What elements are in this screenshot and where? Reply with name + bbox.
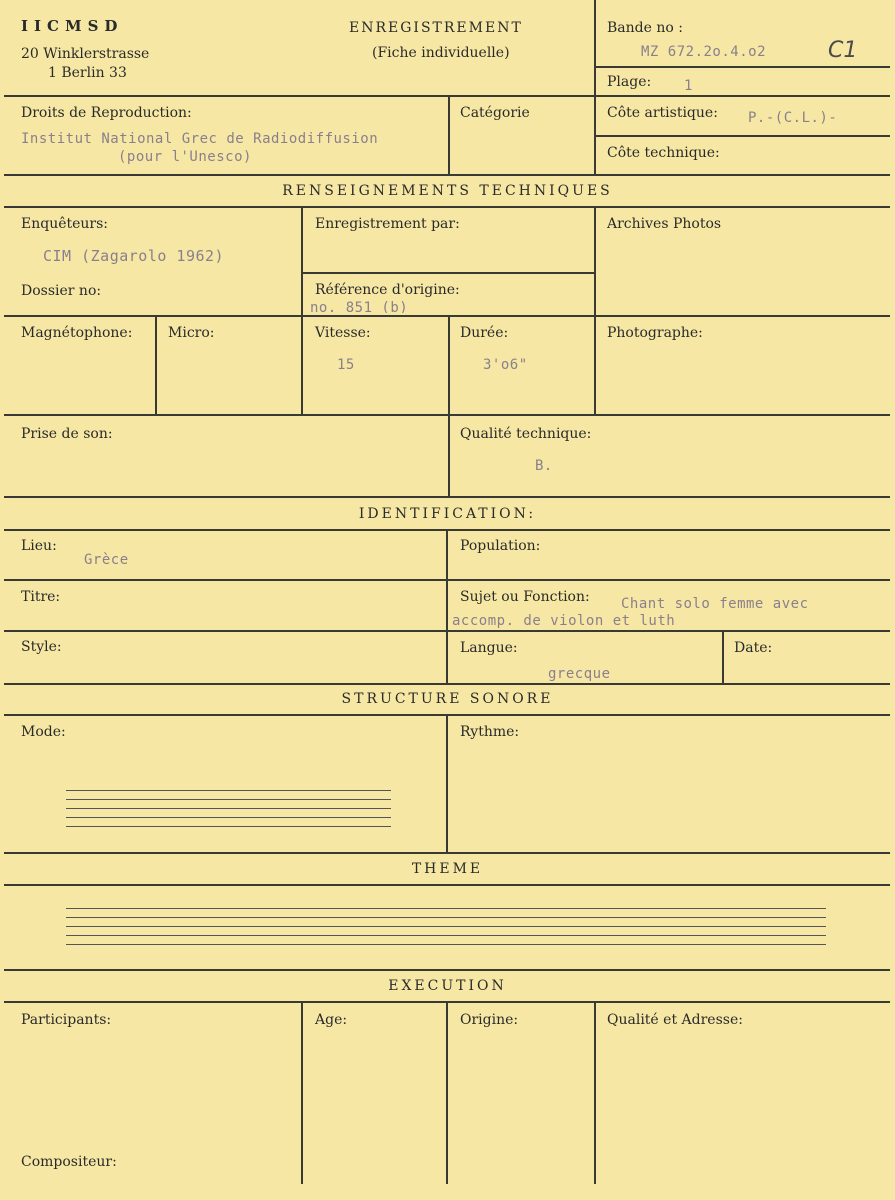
rule-v-date-left [722,630,724,683]
rule-v-header-right [594,0,596,174]
section-theme: THEME [411,861,484,877]
org-logo: IICMSD [21,17,124,35]
rule-plage-top [594,66,890,68]
prise-de-son-label: Prise de son: [21,426,113,442]
micro-label: Micro: [168,325,215,341]
rule-theme-bottom [4,969,890,971]
reference-value: no. 851 (b) [310,300,409,313]
enqueteurs-value: CIM (Zagarolo 1962) [43,247,225,265]
rule-v-ident-col [446,529,448,683]
droits-value-line2: (pour l'Unesco) [118,149,252,165]
rule-v-exec-col3 [594,1001,596,1184]
rule-tech-row1-bottom [4,315,890,317]
rule-v-exec-col1 [301,1001,303,1184]
date-label: Date: [734,640,773,656]
form-title: ENREGISTREMENT [349,20,523,36]
vitesse-value: 15 [337,357,355,373]
rule-style-bottom [4,683,890,685]
bande-handwritten-mark: C1 [828,38,858,63]
archives-photos-label: Archives Photos [607,216,722,232]
qualite-adresse-label: Qualité et Adresse: [607,1012,743,1028]
mode-music-staff [66,790,391,835]
style-label: Style: [21,639,62,655]
cote-technique-label: Côte technique: [607,145,720,161]
langue-value: grecque [548,666,611,681]
plage-label: Plage: [607,74,652,90]
langue-label: Langue: [460,640,518,656]
rule-v-tech-col1 [301,206,303,414]
age-label: Age: [315,1012,348,1028]
cote-artistique-label: Côte artistique: [607,105,718,121]
duree-value: 3'o6" [483,357,528,373]
rule-renseignements-bottom [4,206,890,208]
magnetophone-label: Magnétophone: [21,325,133,341]
form-subtitle: (Fiche individuelle) [372,45,510,61]
address-line1: 20 Winklerstrasse [21,46,150,62]
photographe-label: Photographe: [607,325,703,341]
bande-value: MZ 672.2o.4.o2 [641,44,767,60]
rule-header-bottom [4,95,890,97]
sujet-value-line2: accomp. de violon et luth [452,613,676,629]
enregistrement-par-label: Enregistrement par: [315,216,460,232]
rule-cote-mid [594,135,890,137]
address-line2: 1 Berlin 33 [48,65,127,81]
bande-label: Bande no : [607,20,683,36]
rule-v-micro-left [155,315,157,414]
rule-v-tech-col3 [594,206,596,414]
mode-label: Mode: [21,724,66,740]
compositeur-label: Compositeur: [21,1154,117,1170]
participants-label: Participants: [21,1012,112,1028]
rule-mode-bottom [4,852,890,854]
theme-music-staff [66,908,826,953]
sujet-value-line1: Chant solo femme avec [621,596,809,612]
vitesse-label: Vitesse: [315,325,371,341]
rule-rights-bottom [4,174,890,176]
droits-label: Droits de Reproduction: [21,105,192,121]
lieu-label: Lieu: [21,538,57,554]
reference-label: Référence d'origine: [315,282,460,298]
droits-value-line1: Institut National Grec de Radiodiffusion [21,131,379,147]
categorie-label: Catégorie [460,105,530,121]
rule-reference-top [301,272,594,274]
qualite-technique-label: Qualité technique: [460,426,592,442]
titre-label: Titre: [21,589,61,605]
enqueteurs-label: Enquêteurs: [21,216,109,232]
section-renseignements: RENSEIGNEMENTS TECHNIQUES [282,183,613,199]
duree-label: Durée: [460,325,509,341]
plage-value: 1 [684,78,693,94]
population-label: Population: [460,538,541,554]
rule-tech-row2-bottom [4,414,890,416]
dossier-label: Dossier no: [21,283,102,299]
lieu-value: Grèce [84,552,129,568]
section-identification: IDENTIFICATION: [358,506,537,522]
rythme-label: Rythme: [460,724,520,740]
cote-artistique-value: P.-(C.L.)- [748,110,838,126]
rule-v-categorie-left [448,95,450,174]
rule-theme-title-bottom [4,884,890,886]
qualite-technique-value: B. [535,458,553,474]
rule-v-exec-col2 [446,1001,448,1184]
sujet-label: Sujet ou Fonction: [460,589,590,605]
section-structure-sonore: STRUCTURE SONORE [341,691,554,707]
rule-v-duree-left [448,315,450,496]
section-execution: EXECUTION [388,978,507,994]
rule-v-rythme-left [446,714,448,852]
origine-label: Origine: [460,1012,519,1028]
rule-tech-row3-bottom [4,496,890,498]
